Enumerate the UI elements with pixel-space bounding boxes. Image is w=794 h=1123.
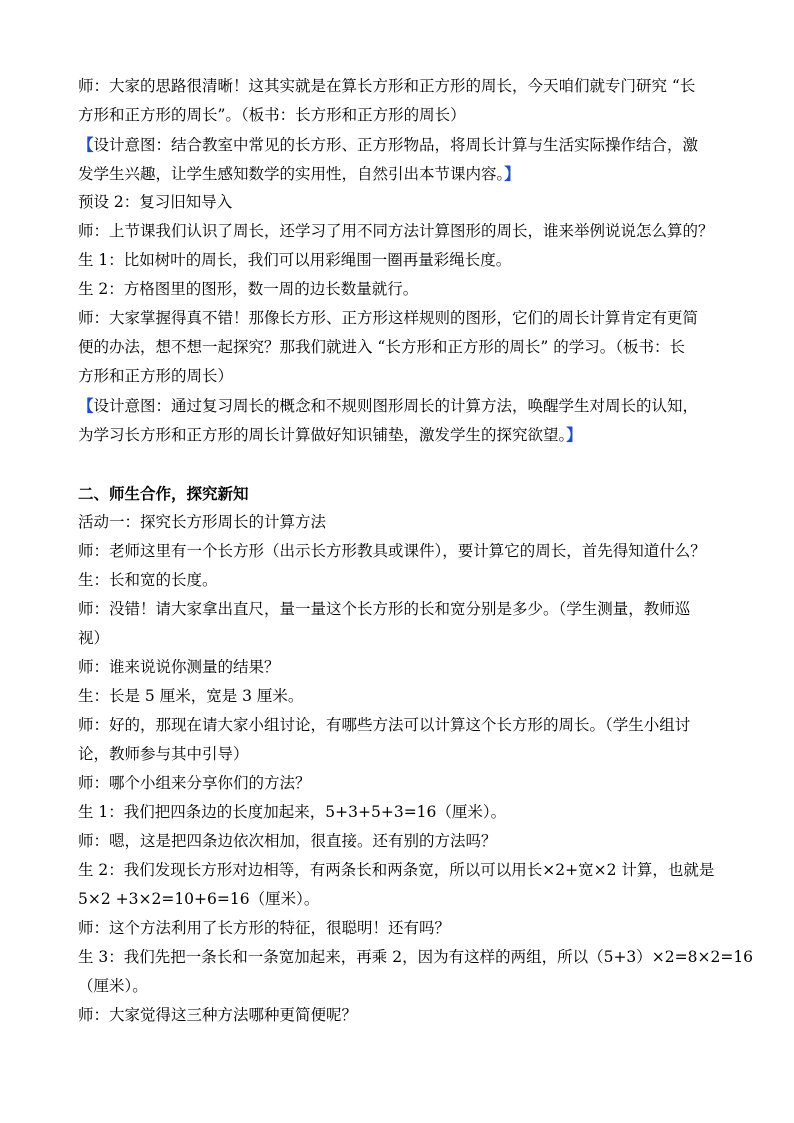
text-line: 师：没错！请大家拿出直尺，量一量这个长方形的长和宽分别是多少。（学生测量，教师巡 [78, 600, 691, 618]
design-open-bracket: 【 [78, 135, 94, 154]
text-line: 师：大家的思路很清晰！这其实就是在算长方形和正方形的周长，今天咱们就专门研究 “长 [78, 77, 696, 95]
design-intent-line [78, 420, 726, 449]
design-intent-line [78, 130, 726, 159]
text-line: 生：长是 5 厘米，宽是 3 厘米。 [78, 687, 304, 705]
text-line: 方形和正方形的周长”。（板书：长方形和正方形的周长） [78, 106, 466, 124]
text-line: 生 1：我们把四条边的长度加起来，5+3+5+3=16（厘米）。 [78, 803, 507, 821]
text-line: 师：上节课我们认识了周长，还学习了用不同方法计算图形的周长，谁来举例说说怎么算的？ [78, 222, 714, 240]
text-line: 预设 2：复习旧知导入 [78, 193, 233, 211]
text-line: 论，教师参与其中引导） [78, 745, 249, 763]
design-close-bracket: 】 [566, 425, 582, 444]
text-line: 方形和正方形的周长） [78, 367, 234, 385]
text-line: 师：大家掌握得真不错！那像长方形、正方形这样规则的图形，它们的周长计算肯定有更简 [78, 309, 699, 327]
text-line: 师：嗯，这是把四条边依次相加，很直接。还有别的方法吗？ [78, 832, 497, 850]
text-line: 活动一：探究长方形周长的计算方法 [78, 513, 327, 531]
design-intent-line [78, 391, 726, 420]
text-line: 师：这个方法利用了长方形的特征，很聪明！还有吗？ [78, 919, 451, 937]
text-line: 师：大家觉得这三种方法哪种更简便呢？ [78, 1006, 358, 1024]
section-heading: 二、师生合作，探究新知 [78, 484, 249, 503]
design-intent-text: 设计意图：通过复习周长的概念和不规则图形周长的计算方法，唤醒学生对周长的认知， [93, 397, 699, 415]
design-intent-text: 设计意图：结合教室中常见的长方形、正方形物品，将周长计算与生活实际操作结合，激 [93, 136, 699, 154]
text-line: 师：谁来说说你测量的结果？ [78, 658, 280, 676]
text-line: 生 2：我们发现长方形对边相等，有两条长和两条宽，所以可以用长×2+宽×2 计算，也就是 [78, 861, 715, 879]
design-intent-text: 为学习长方形和正方形的周长计算做好知识铺垫，激发学生的探究欲望。 [78, 426, 567, 444]
design-open-bracket: 【 [78, 396, 94, 415]
text-line: 生 1：比如树叶的周长，我们可以用彩绳围一圈再量彩绳长度。 [78, 251, 512, 269]
document-page [78, 72, 754, 1030]
text-line: 生 3：我们先把一条长和一条宽加起来，再乘 2，因为有这样的两组，所以（5+3）×2=8×2=16 [78, 948, 754, 966]
text-line: 生 2：方格图里的图形，数一周的边长数量就行。 [78, 280, 419, 298]
text-line: 5×2 +3×2=10+6=16（厘米）。 [78, 890, 320, 908]
text-line: 生：长和宽的长度。 [78, 571, 218, 589]
paragraph-gap [78, 449, 726, 479]
text-line: 师：老师这里有一个长方形（出示长方形教具或课件），要计算它的周长，首先得知道什么？ [78, 542, 706, 560]
text-line: （厘米）。 [78, 977, 148, 995]
design-intent-line [78, 159, 726, 188]
design-intent-text: 发学生兴趣，让学生感知数学的实用性，自然引出本节课内容。 [78, 165, 505, 183]
text-line: 师：好的，那现在请大家小组讨论，有哪些方法可以计算这个长方形的周长。（学生小组讨 [78, 716, 691, 734]
text-line: 师：哪个小组来分享你们的方法？ [78, 774, 311, 792]
text-line: 视） [78, 629, 110, 647]
text-line: 便的办法，想不想一起探究？那我们就进入 “长方形和正方形的周长” 的学习。（板书：长 [78, 338, 685, 356]
design-close-bracket: 】 [504, 164, 520, 183]
